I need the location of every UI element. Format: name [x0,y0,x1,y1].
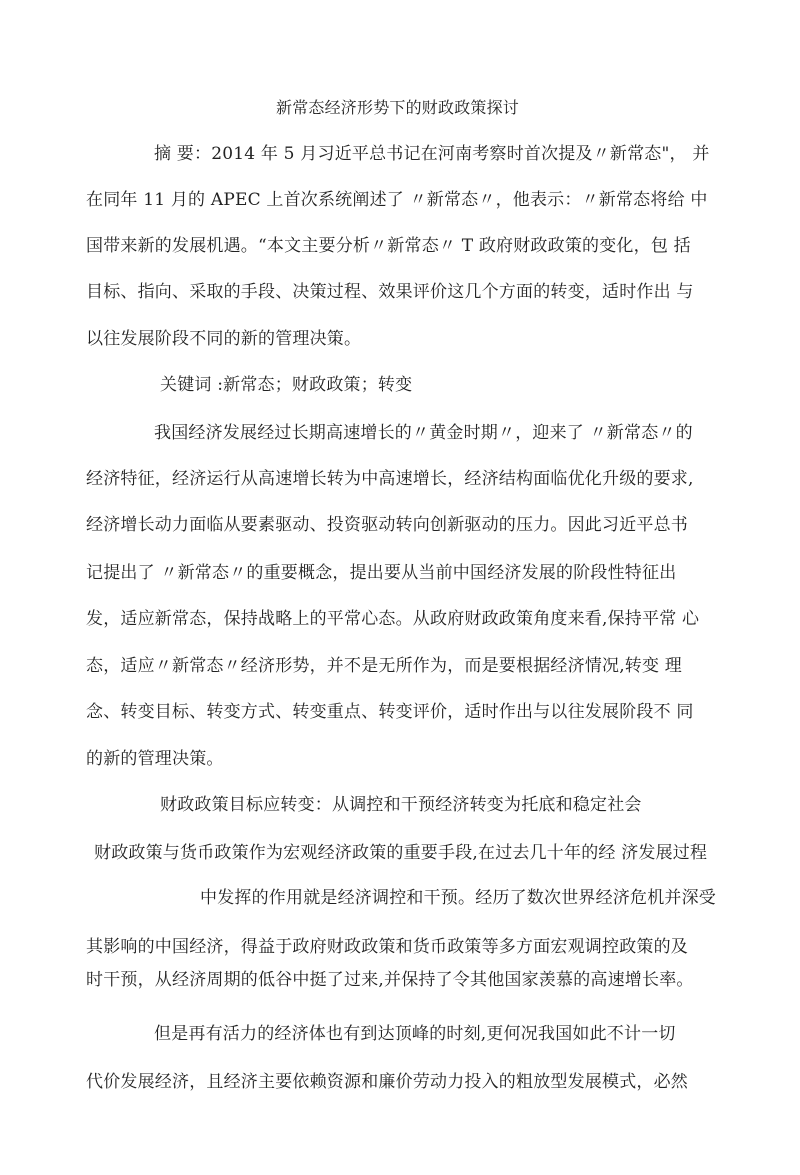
keywords-line: 关键词 :新常态；财政政策；转变 [160,375,413,395]
paragraph-line: 念、转变目标、转变方式、转变重点、转变评价，适时作出与以往发展阶段不 同 [86,702,694,722]
paragraph-line: 中发挥的作用就是经济调控和干预。经历了数次世界经济危机并深受 [200,888,716,908]
abstract-line: 摘 要：2014 年 5 月习近平总书记在河南考察时首次提及〃新常态"， 并 [154,144,710,164]
paragraph-line: 发，适应新常态，保持战略上的平常心态。从政府财政政策角度来看,保持平常 心 [86,609,700,629]
abstract-line: 在同年 11 月的 APEC 上首次系统阐述了 〃新常态〃，他表示：〃新常态将给 中 [86,190,708,210]
paragraph-line: 的新的管理决策。 [86,749,224,769]
abstract-line: 目标、指向、采取的手段、决策过程、效果评价这几个方面的转变，适时作出 与 [86,282,694,302]
paragraph-line: 其影响的中国经济，得益于政府财政政策和货币政策等多方面宏观调控政策的及 [86,937,688,957]
abstract-line: 国带来新的发展机遇。“本文主要分析〃新常态〃 T 政府财政政策的变化，包 括 [86,236,691,256]
paragraph-line: 时干预，从经济周期的低谷中挺了过来,并保持了令其他国家羡慕的高速增长率。 [86,970,694,990]
paragraph-line: 代价发展经济，且经济主要依赖资源和廉价劳动力投入的粗放型发展模式，必然 [86,1072,688,1092]
paragraph-line: 我国经济发展经过长期高速增长的〃黄金时期〃，迎来了 〃新常态〃的 [154,423,693,443]
document-title: 新常态经济形势下的财政政策探讨 [276,98,520,117]
section-heading: 财政政策目标应转变：从调控和干预经济转变为托底和稳定社会 [160,795,642,815]
abstract-line: 以往发展阶段不同的新的管理决策。 [86,329,362,349]
paragraph-line: 记提出了 〃新常态〃的重要概念，提出要从当前中国经济发展的阶段性特征出 [86,563,677,583]
paragraph-line: 但是再有活力的经济体也有到达顶峰的时刻,更何况我国如此不计一切 [154,1024,676,1044]
paragraph-line: 财政政策与货币政策作为宏观经济政策的重要手段,在过去几十年的经 济发展过程 [94,843,708,863]
paragraph-line: 经济特征，经济运行从高速增长转为中高速增长，经济结构面临优化升级的要求, [86,469,694,489]
paragraph-line: 态，适应〃新常态〃经济形势，并不是无所作为，而是要根据经济情况,转变 理 [86,656,683,676]
paragraph-line: 经济增长动力面临从要素驱动、投资驱动转向创新驱动的压力。因此习近平总书 [86,515,688,535]
